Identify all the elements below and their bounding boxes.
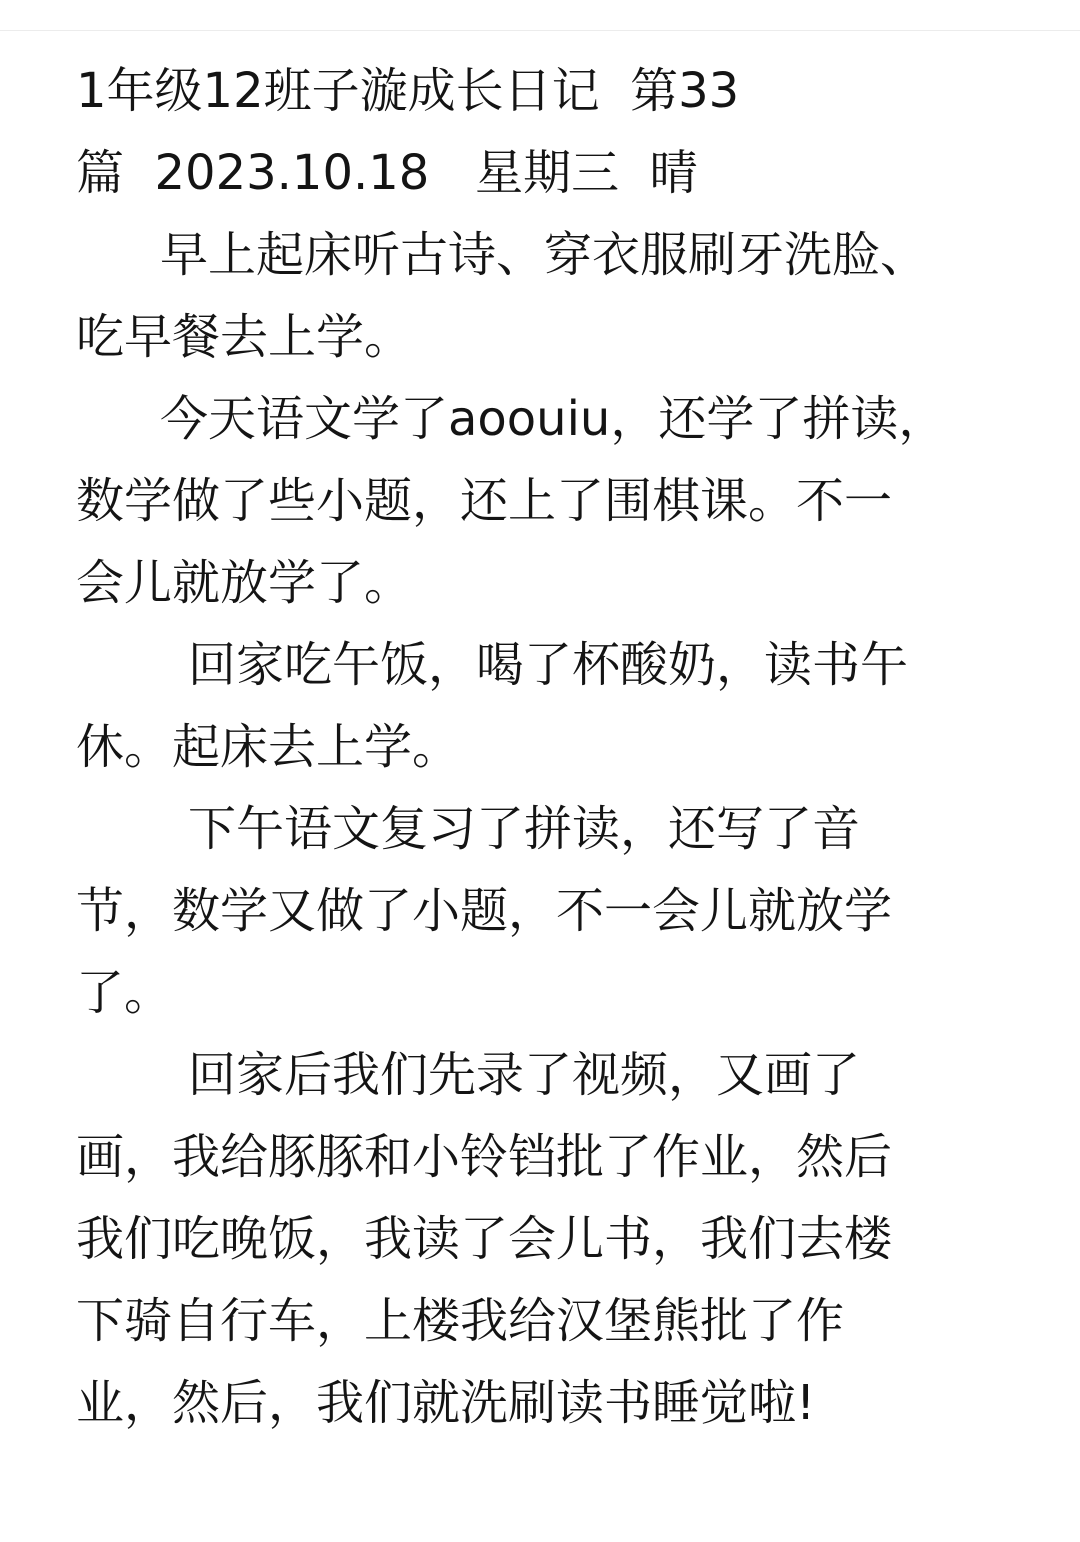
title-line: 1年级12班子漩成长日记 第33 xyxy=(76,63,740,119)
paragraph-line: 业，然后，我们就洗刷读书睡觉啦! xyxy=(76,1375,816,1431)
paragraph-afternoon xyxy=(76,788,976,1034)
paragraph-line: 节，数学又做了小题，不一会儿就放学 xyxy=(76,883,893,939)
paragraph-line: 早上起床听古诗、穿衣服刷牙洗脸、 xyxy=(160,227,929,283)
paragraph-line: 回家后我们先录了视频，又画了 xyxy=(188,1047,861,1103)
paragraph-line: 下骑自行车，上楼我给汉堡熊批了作 xyxy=(76,1293,845,1349)
paragraph-line: 画，我给豚豚和小铃铛批了作业，然后 xyxy=(76,1129,893,1185)
paragraph-line: 回家吃午饭，喝了杯酸奶，读书午 xyxy=(188,637,909,693)
paragraph-morning xyxy=(76,214,976,378)
paragraph-line: 会儿就放学了。 xyxy=(76,555,413,611)
paragraph-lunch xyxy=(76,624,976,788)
paragraph-school-morning xyxy=(76,378,976,624)
paragraph-line: 数学做了些小题，还上了围棋课。不一 xyxy=(76,473,893,529)
title-line: 篇 2023.10.18 星期三 晴 xyxy=(76,145,698,201)
paragraph-line: 了。 xyxy=(76,965,173,1021)
paragraph-line: 下午语文复习了拼读，还写了音 xyxy=(188,801,861,857)
paragraph-line: 今天语文学了aoouiu，还学了拼读， xyxy=(160,391,947,447)
paragraph-evening xyxy=(76,1034,976,1444)
diary-document xyxy=(76,50,976,1444)
diary-title xyxy=(76,50,976,214)
paragraph-line: 吃早餐去上学。 xyxy=(76,309,413,365)
paragraph-line: 我们吃晚饭，我读了会儿书，我们去楼 xyxy=(76,1211,893,1267)
top-divider xyxy=(0,0,1080,31)
paragraph-line: 休。起床去上学。 xyxy=(76,719,461,775)
